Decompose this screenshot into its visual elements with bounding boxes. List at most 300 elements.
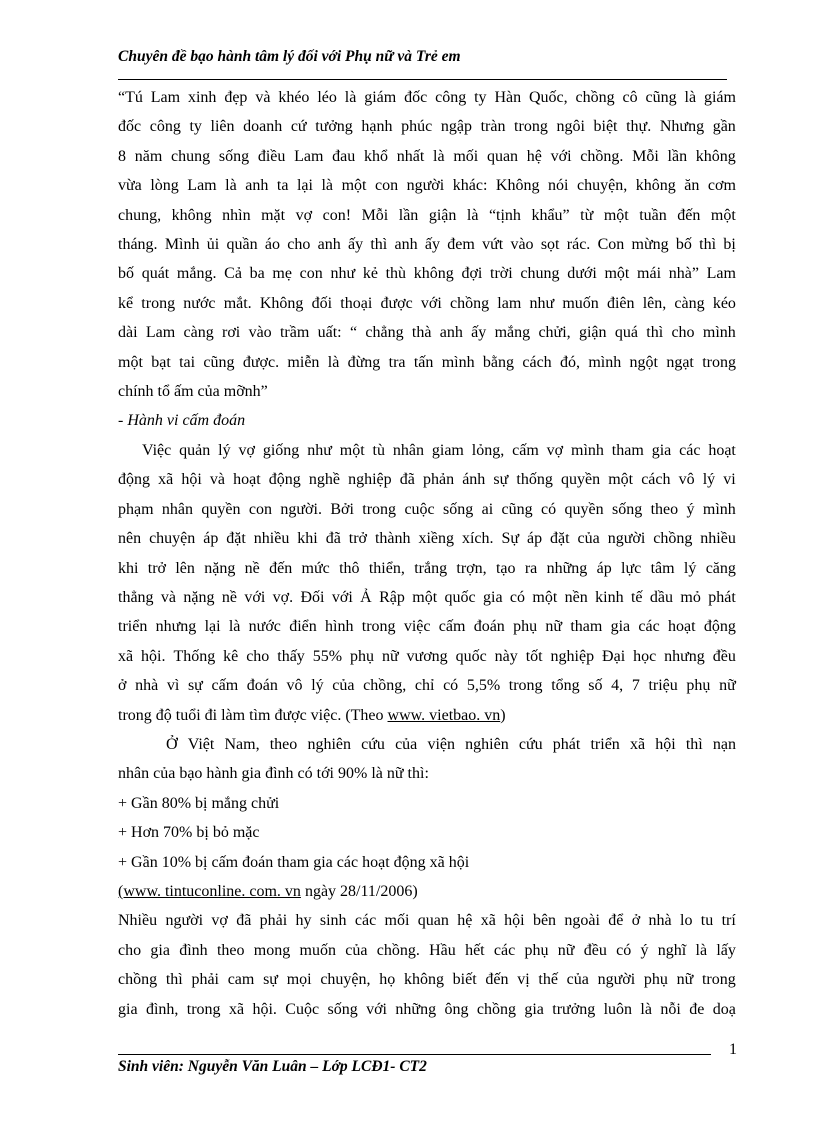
word: càng xyxy=(674,294,705,312)
word: Mình xyxy=(164,236,200,254)
word: xã xyxy=(158,471,174,489)
word: thoại xyxy=(340,294,373,312)
word: hội xyxy=(181,471,202,489)
word: này xyxy=(494,647,518,665)
text-line xyxy=(118,642,736,671)
word: những xyxy=(546,559,588,577)
word: của xyxy=(395,735,418,753)
word: tấn xyxy=(413,353,434,371)
word: lo xyxy=(680,912,693,930)
word: quan xyxy=(486,147,519,165)
word: triệu xyxy=(648,677,678,695)
word: “ xyxy=(349,324,358,342)
word: muốn xyxy=(299,941,336,959)
word: chuyện, xyxy=(320,971,371,989)
source-prefix: trong độ tuổi đi làm tìm được việc. (Theo xyxy=(118,706,388,724)
word: tham xyxy=(611,441,644,459)
word: “tịnh xyxy=(488,206,521,224)
word: bố xyxy=(118,265,134,283)
word: đình xyxy=(265,765,294,783)
text-line xyxy=(118,436,736,465)
word: thì xyxy=(699,236,717,254)
word: đốc xyxy=(118,118,142,136)
word: lam xyxy=(497,294,522,312)
word: Hầu xyxy=(429,941,456,959)
word: áo xyxy=(264,236,280,254)
word: của xyxy=(566,971,589,989)
word: anh xyxy=(245,177,269,195)
word: nhiều xyxy=(700,530,736,548)
word: chuyện xyxy=(149,530,196,548)
word: đừng xyxy=(347,353,381,371)
word: cuộc xyxy=(404,500,435,518)
word: lòng xyxy=(150,177,179,195)
word: các xyxy=(336,853,359,871)
word: khi xyxy=(118,559,139,577)
word: người. xyxy=(280,500,322,518)
word: mái xyxy=(637,265,662,283)
word: càng xyxy=(183,324,214,342)
word: vi xyxy=(166,412,179,430)
word: mẹ xyxy=(272,265,292,283)
word: con xyxy=(248,500,272,518)
word: 80% xyxy=(161,794,192,812)
word: vợ xyxy=(546,441,564,459)
word: là xyxy=(466,206,479,224)
header-divider xyxy=(118,79,727,80)
word: ánh xyxy=(462,471,486,489)
word: người xyxy=(406,177,445,195)
word: cách xyxy=(522,353,552,371)
word: nước xyxy=(183,294,216,312)
word: áp xyxy=(203,530,219,548)
word: thì xyxy=(165,971,183,989)
word: nghiên xyxy=(307,735,351,753)
word: trong xyxy=(514,118,548,136)
word: giam xyxy=(431,441,464,459)
word: công xyxy=(149,118,181,136)
word: ngột xyxy=(629,353,658,371)
word: khẩu” xyxy=(531,206,570,224)
word: kể xyxy=(118,294,134,312)
word: quần xyxy=(226,236,258,254)
word: trợn, xyxy=(456,559,487,577)
text-line xyxy=(118,348,736,377)
word: hội xyxy=(655,735,676,753)
word: hy xyxy=(295,912,312,930)
word: người xyxy=(597,971,636,989)
word: chung xyxy=(171,147,211,165)
word: quốc xyxy=(444,588,476,606)
word: là xyxy=(433,147,445,165)
word: chồng, xyxy=(363,677,407,695)
word: phụ xyxy=(513,618,538,636)
word: trưởng xyxy=(552,1000,596,1018)
word: Lam xyxy=(706,265,736,283)
word: vợ. xyxy=(272,588,294,606)
word: mắng xyxy=(494,324,531,342)
word: kinh xyxy=(595,588,624,606)
word: con! xyxy=(322,206,352,224)
word: Mỗi xyxy=(632,147,659,165)
word: công xyxy=(435,89,467,106)
word: nhân xyxy=(118,765,150,783)
word: thô xyxy=(339,559,360,577)
word: Nhiều xyxy=(118,912,158,930)
word: cam xyxy=(227,971,255,989)
word: Nhưng xyxy=(659,118,705,136)
word: cách xyxy=(641,471,671,489)
word: chồng. xyxy=(376,941,420,959)
word: muốn xyxy=(562,294,599,312)
word: nề xyxy=(221,588,237,606)
word: theo xyxy=(216,941,245,959)
word: hình xyxy=(325,618,354,636)
word: nữ xyxy=(676,971,694,989)
word: trong xyxy=(701,971,736,989)
citation-date: ngày 28/11/2006) xyxy=(300,882,418,900)
word: vương xyxy=(406,647,448,665)
word: Không xyxy=(259,294,304,312)
word: sống xyxy=(612,500,643,518)
word: phạm xyxy=(118,500,154,518)
word: thù xyxy=(385,265,407,283)
word: bị xyxy=(723,236,736,254)
word: trầm xyxy=(279,324,310,342)
word: Cả xyxy=(224,265,242,283)
word: sống xyxy=(327,1000,358,1018)
word: đoán xyxy=(213,412,246,430)
word: xã xyxy=(480,912,496,930)
word: hoạt xyxy=(233,471,261,489)
word: gia xyxy=(483,588,503,606)
word: Cuộc xyxy=(285,1000,320,1018)
word: Lam xyxy=(187,177,217,195)
word: Lam xyxy=(145,324,176,342)
text-line xyxy=(118,583,736,612)
word: tham xyxy=(277,853,310,871)
word: Gần xyxy=(131,853,158,871)
word: giám xyxy=(364,89,397,106)
word: 7 xyxy=(631,677,640,695)
list-item xyxy=(118,818,736,847)
text-line xyxy=(118,171,736,200)
word: nỗi xyxy=(660,1000,681,1018)
word: tham xyxy=(570,618,603,636)
word: đoán xyxy=(473,618,505,636)
word: của xyxy=(153,765,176,783)
word: tạo xyxy=(495,559,516,577)
word: triển xyxy=(590,735,620,753)
word: lên, xyxy=(642,294,667,312)
word: trong xyxy=(702,353,736,371)
word: năm xyxy=(134,147,163,165)
word: chồng xyxy=(653,530,693,548)
word: một xyxy=(532,588,558,606)
word: động xyxy=(703,618,736,636)
word: trong xyxy=(361,618,396,636)
word: vô xyxy=(678,471,695,489)
word: đến xyxy=(677,206,701,224)
word: xích. xyxy=(461,530,494,548)
word: hoạt xyxy=(668,618,696,636)
word: bị xyxy=(196,824,209,842)
text-line xyxy=(118,612,736,641)
word: giống xyxy=(262,441,300,459)
word: là xyxy=(684,89,697,106)
word: ở xyxy=(118,677,127,695)
word: đe xyxy=(689,1000,705,1018)
word: tu xyxy=(700,912,714,930)
word: tháng. xyxy=(118,236,158,254)
word: quản xyxy=(179,441,211,459)
text-line xyxy=(118,995,736,1024)
text-line xyxy=(118,759,736,788)
word: là xyxy=(321,177,334,195)
word: nhân xyxy=(392,441,424,459)
word: 90% xyxy=(338,765,368,783)
word: vi xyxy=(723,471,736,489)
word: hoạt xyxy=(362,853,390,871)
word: nghiệp xyxy=(550,647,595,665)
word: mong xyxy=(253,941,291,959)
word: Nam, xyxy=(224,735,260,753)
word: cũng xyxy=(645,89,677,106)
word: các xyxy=(354,912,377,930)
word: quyền xyxy=(564,500,604,518)
word: ấm xyxy=(174,383,194,401)
word: với xyxy=(420,294,442,312)
word: một xyxy=(603,206,629,224)
word: ấy xyxy=(424,236,440,254)
word: ty xyxy=(189,118,202,136)
word: chồng xyxy=(118,971,158,989)
word: nặng xyxy=(204,559,236,577)
word: một xyxy=(118,353,143,371)
word: của xyxy=(197,383,220,401)
word: trở xyxy=(147,559,167,577)
word: hệ xyxy=(526,147,542,165)
word: lại xyxy=(296,177,313,195)
word: hành xyxy=(206,765,238,783)
word: khác: xyxy=(452,177,488,195)
word: uất: xyxy=(317,324,342,342)
word: sống xyxy=(443,500,474,518)
word: với xyxy=(550,147,572,165)
word: là xyxy=(695,941,708,959)
word: chồng xyxy=(476,1000,516,1018)
word: + xyxy=(118,794,128,812)
word: đặt xyxy=(550,530,570,548)
word: dưới xyxy=(567,265,597,283)
word: viện xyxy=(427,735,455,753)
word: cứu xyxy=(518,735,543,753)
word: nhà xyxy=(135,677,159,695)
word: điên xyxy=(606,294,635,312)
word: nhìn xyxy=(222,206,251,224)
word: thì: xyxy=(407,765,429,783)
word: quan xyxy=(417,912,449,930)
word: cấm xyxy=(211,677,239,695)
word: ta xyxy=(276,177,289,195)
word: mỏ xyxy=(680,588,701,606)
word: họ xyxy=(379,971,396,989)
word: nói xyxy=(548,177,569,195)
word: bằng xyxy=(482,353,515,371)
text-line xyxy=(118,465,736,494)
word: xã xyxy=(429,853,445,871)
word: Thống xyxy=(173,647,216,665)
word: thẳng xyxy=(118,588,154,606)
word: tâm xyxy=(650,559,675,577)
text-line xyxy=(118,112,736,141)
word: thì xyxy=(370,236,388,254)
word: anh xyxy=(317,236,341,254)
word: liên xyxy=(210,118,235,136)
source-link-tintuconline[interactable]: (www. tintuconline. com. vn xyxy=(118,882,301,900)
word: quốc xyxy=(455,647,487,665)
word: tổng xyxy=(551,677,580,695)
word: hoạt xyxy=(708,441,736,459)
word: phụ xyxy=(524,941,549,959)
word: đợi xyxy=(461,265,483,283)
word: mình xyxy=(588,353,622,371)
word: đốc xyxy=(404,89,428,106)
word: kéo xyxy=(712,294,736,312)
word: có xyxy=(509,588,526,606)
word: và xyxy=(160,588,177,606)
word: là xyxy=(640,1000,652,1018)
word: Quốc, xyxy=(528,89,568,106)
word: quá xyxy=(614,324,638,342)
word: gần xyxy=(712,118,736,136)
word: chung xyxy=(520,265,560,283)
word: tràn xyxy=(480,118,506,136)
word: đến xyxy=(485,971,509,989)
word: mặc xyxy=(232,824,260,842)
word: Việt xyxy=(187,735,215,753)
word: chồng xyxy=(575,89,615,106)
word: đều xyxy=(583,941,607,959)
word: nền xyxy=(564,588,588,606)
word: khéo xyxy=(278,89,310,106)
word: Đại xyxy=(602,647,626,665)
word: ba xyxy=(249,265,265,283)
word: gia xyxy=(651,441,672,459)
word: nhà xyxy=(648,912,672,930)
word: không xyxy=(695,147,736,165)
word: Đối xyxy=(300,588,325,606)
word: anh xyxy=(394,236,418,254)
word: với xyxy=(366,1000,387,1018)
word: và xyxy=(209,471,225,489)
word: đã xyxy=(399,471,415,489)
word: - xyxy=(118,412,124,430)
word: ngạt xyxy=(666,353,694,371)
text-line xyxy=(118,965,736,994)
word: vào xyxy=(248,324,272,342)
source-link-vietbao[interactable]: www. vietbao. vn xyxy=(387,706,501,724)
word: phải xyxy=(259,912,288,930)
word: vợ xyxy=(295,206,313,224)
word: đến xyxy=(269,559,293,577)
word: lên xyxy=(175,559,195,577)
word: vô xyxy=(286,677,303,695)
word: nhà” xyxy=(668,265,699,283)
word: bị xyxy=(195,853,208,871)
word: của xyxy=(332,677,355,695)
word: đã xyxy=(236,912,252,930)
word: cho xyxy=(118,941,142,959)
word: giám xyxy=(703,89,736,106)
word: đình, xyxy=(145,1000,179,1018)
word: được xyxy=(380,294,413,312)
word: giận xyxy=(428,206,457,224)
word: 8 xyxy=(118,147,126,165)
text-line xyxy=(118,671,736,700)
word: cho xyxy=(246,647,270,665)
word: ra xyxy=(524,559,538,577)
word: áp xyxy=(526,530,543,548)
word: quyền xyxy=(560,471,601,489)
text-line xyxy=(118,318,736,347)
word: quát xyxy=(141,265,170,283)
word: Ả xyxy=(360,588,372,606)
word: quyền xyxy=(201,500,241,518)
word: 70% xyxy=(163,824,193,842)
word: trời xyxy=(490,265,513,283)
word: phát xyxy=(552,735,581,753)
word: mắt. xyxy=(223,294,252,312)
word: học xyxy=(633,647,657,665)
word: sống xyxy=(218,147,250,165)
word: thự. xyxy=(626,118,652,136)
word: Ở xyxy=(166,735,178,753)
word: tốt xyxy=(525,647,543,665)
word: không xyxy=(635,177,676,195)
word: nữ xyxy=(557,941,575,959)
word: mình xyxy=(441,353,475,371)
word: như xyxy=(307,441,332,459)
word: phát xyxy=(708,588,736,606)
word: hết xyxy=(465,941,485,959)
word: chẳng xyxy=(365,324,404,342)
page-number: 1 xyxy=(729,1041,737,1058)
word: Gần xyxy=(131,794,158,812)
word: nhưng xyxy=(155,618,197,636)
word: nề xyxy=(244,559,260,577)
word: đó, xyxy=(560,353,580,371)
word: nữ xyxy=(381,647,399,665)
word: thế xyxy=(538,971,558,989)
word: lỏng, xyxy=(471,441,505,459)
word: tai xyxy=(179,353,196,371)
word: trong xyxy=(141,294,176,312)
word: ông xyxy=(444,1000,469,1018)
word: một xyxy=(604,265,630,283)
word: điều xyxy=(257,147,286,165)
word: đặt xyxy=(226,530,246,548)
word: lý xyxy=(702,471,716,489)
word: miễn xyxy=(287,353,320,371)
text-line xyxy=(118,906,736,935)
text-line xyxy=(118,730,736,759)
word: để xyxy=(608,912,624,930)
word: một xyxy=(608,471,634,489)
word: các xyxy=(638,618,660,636)
text-line xyxy=(118,259,736,288)
word: cô xyxy=(622,89,638,106)
